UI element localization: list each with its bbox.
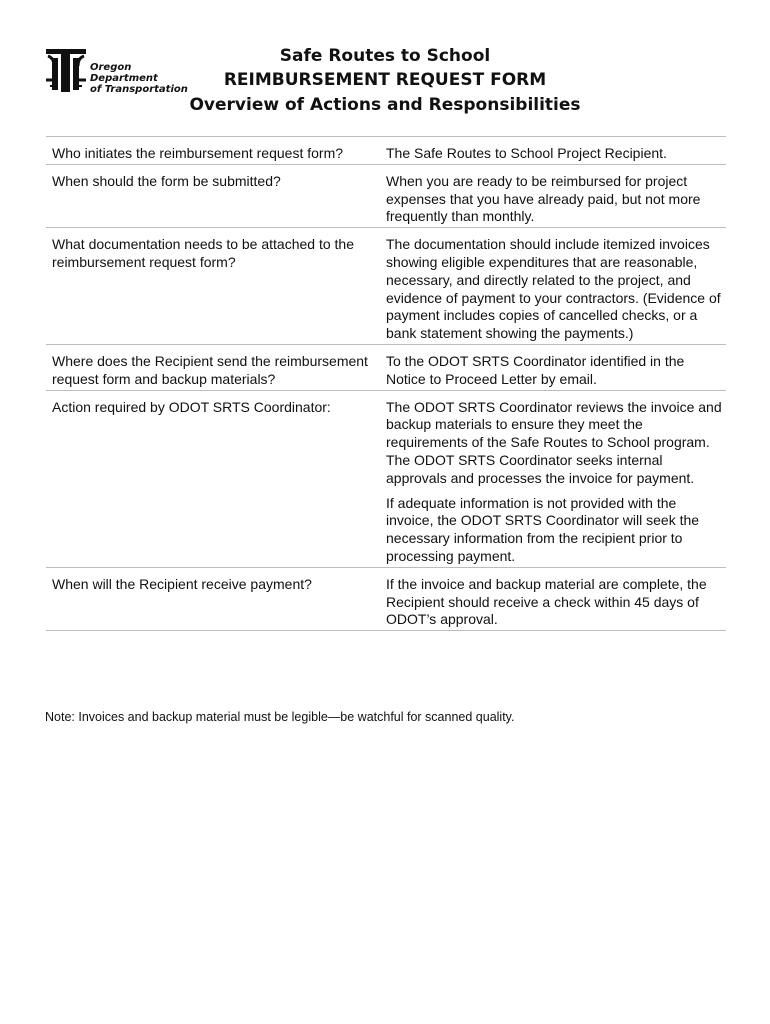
table-row: [46, 568, 726, 631]
answer-cell: [385, 145, 726, 163]
question-cell: Who initiates the reimbursement request form?: [52, 145, 344, 161]
question-cell: Where does the Recipient send the reimbursement request form and backup materials?: [52, 352, 368, 387]
form-title: REIMBURSEMENT REQUEST FORM: [223, 70, 547, 90]
table-row: [46, 391, 726, 568]
answer-paragraph: The documentation should include itemized invoices showing eligible expenditures that are reasonable, necessary, and directly related to the project, and evidence of payment to your contractors. (Evidence of payment includes copies of cancelled checks, or a bank statement showing the payments.): [386, 236, 721, 342]
answer-cell: [385, 576, 726, 629]
logo-line-1: Oregon: [90, 62, 132, 73]
answer-cell: [385, 399, 726, 566]
table-row: [46, 345, 726, 391]
question-cell: Action required by ODOT SRTS Coordinator:: [52, 398, 331, 415]
answer-paragraph: The ODOT SRTS Coordinator reviews the invoice and backup materials to ensure they meet the requirements of the Safe Routes to School program. The ODOT SRTS Coordinator seeks internal approvals and processes the invoice for payment.: [386, 398, 722, 486]
section-heading: Overview of Actions and Responsibilities: [189, 95, 581, 115]
question-cell: What documentation needs to be attached to the reimbursement request form?: [52, 236, 354, 270]
answer-paragraph: If the invoice and backup material are complete, the Recipient should receive a check within 45 days of ODOT’s approval.: [386, 575, 707, 628]
document-title: Safe Routes to School: [279, 46, 491, 66]
table-row: [46, 165, 726, 228]
logo-line-3: of Transportation: [90, 84, 188, 95]
responsibilities-table: [46, 136, 726, 631]
odot-logo-mark-icon: [44, 46, 88, 94]
answer-cell: [385, 173, 726, 226]
question-cell: When will the Recipient receive payment?: [52, 575, 312, 592]
odot-logo: [44, 46, 204, 96]
answer-paragraph: When you are ready to be reimbursed for project expenses that you have already paid, but not more frequently than monthly.: [386, 172, 701, 225]
logo-text: [90, 62, 188, 95]
answer-paragraph: If adequate information is not provided with the invoice, the ODOT SRTS Coordinator will seek the necessary information from the recipient prior to processing payment.: [386, 494, 700, 564]
question-cell: When should the form be submitted?: [52, 172, 281, 189]
footer-note: Note: Invoices and backup material must be legible—be watchful for scanned quality.: [45, 710, 515, 724]
answer-paragraph: To the ODOT SRTS Coordinator identified in the Notice to Proceed Letter by email.: [386, 352, 685, 387]
answer-cell: [385, 353, 726, 389]
answer-cell: [385, 236, 726, 343]
table-row: [46, 228, 726, 345]
table-row: [46, 137, 726, 165]
logo-line-2: Department: [90, 73, 158, 84]
answer-paragraph: The Safe Routes to School Project Recipient.: [386, 145, 667, 161]
